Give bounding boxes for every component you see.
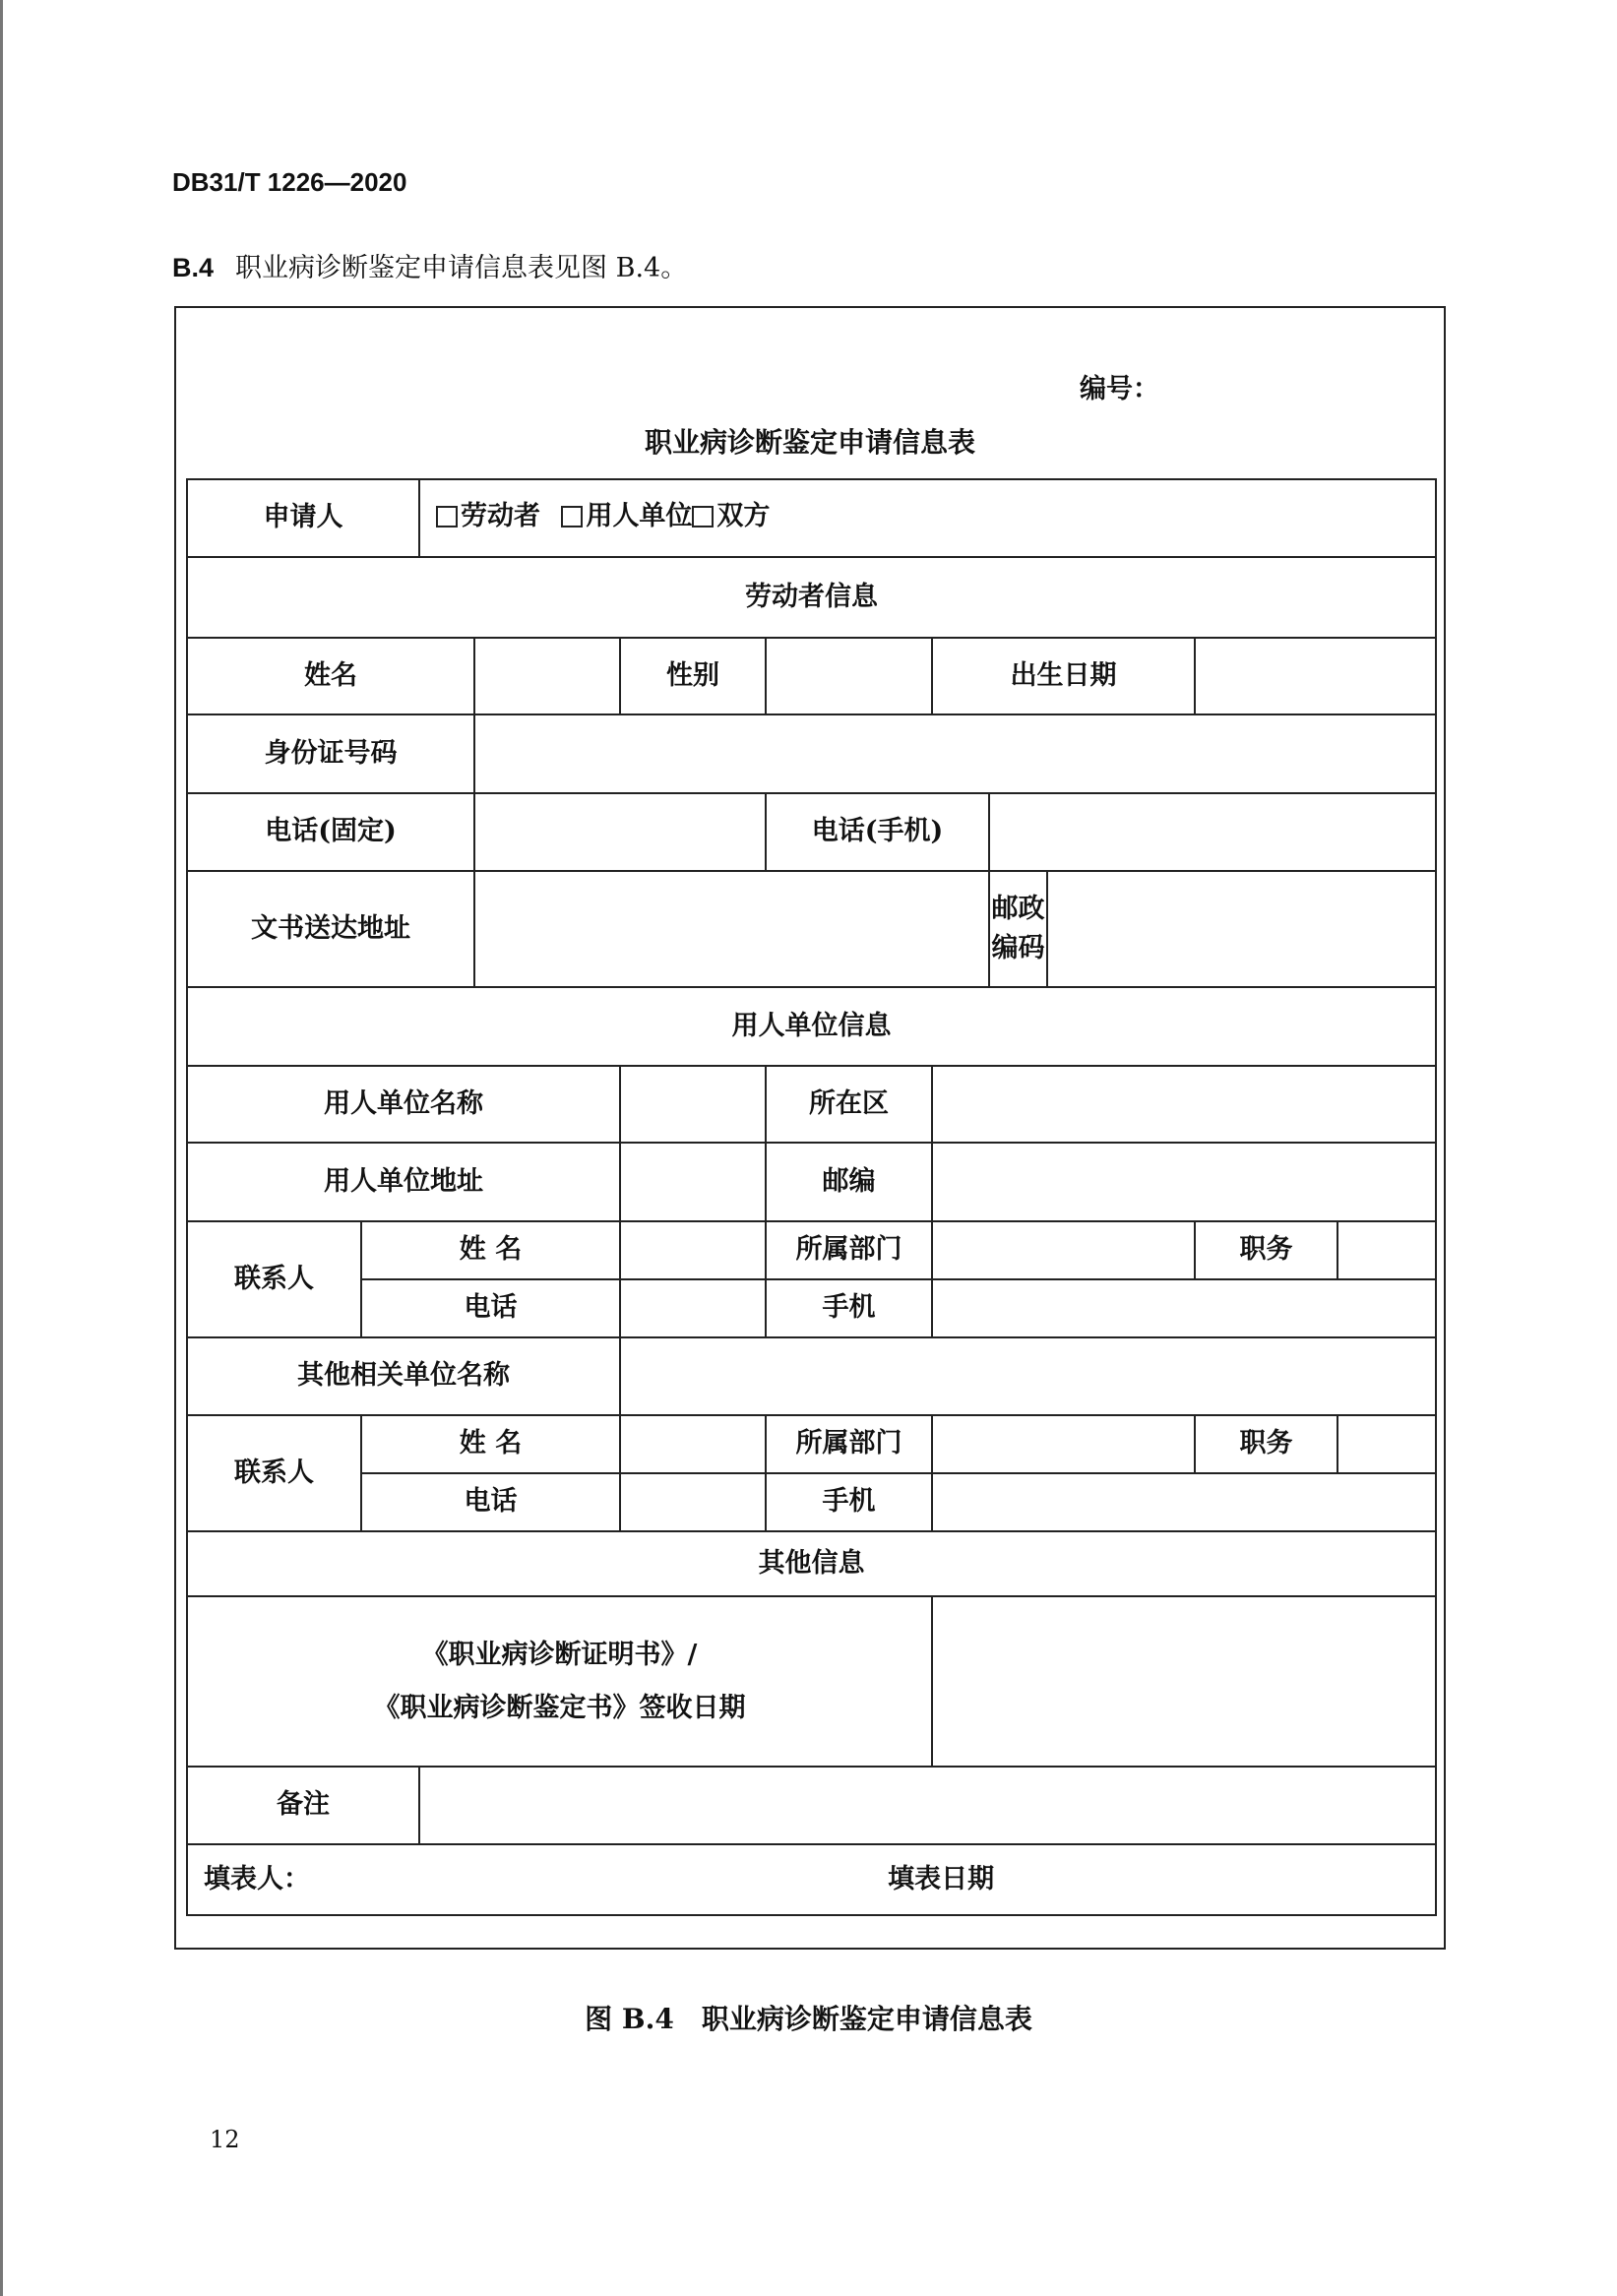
other-contact-phone-label: 电话 [361, 1473, 620, 1531]
page-number: 12 [210, 2126, 240, 2153]
certificate-date-label: 《职业病诊断证明书》/ 《职业病诊断鉴定书》签收日期 [187, 1596, 932, 1767]
phone-fixed-label: 电话(固定) [187, 793, 474, 871]
checkbox-both[interactable] [692, 506, 714, 527]
other-section-header: 其他信息 [187, 1531, 1436, 1596]
other-department-field[interactable] [932, 1415, 1195, 1473]
contact-name-label: 姓 名 [361, 1221, 620, 1279]
department-field[interactable] [932, 1221, 1195, 1279]
section-number: B.4 [172, 253, 215, 282]
other-contact-phone-field[interactable] [620, 1473, 766, 1531]
postal-label: 邮编 [766, 1143, 932, 1221]
footer-row [187, 1844, 1436, 1915]
option-both[interactable]: 双方 [692, 501, 770, 532]
gender-label: 性别 [620, 638, 766, 714]
fill-date-label: 填表日期 [888, 1863, 995, 1894]
certificate-date-field[interactable] [932, 1596, 1436, 1767]
other-contact-mobile-field[interactable] [932, 1473, 1436, 1531]
contact-name-field[interactable] [620, 1221, 766, 1279]
name-label: 姓名 [187, 638, 474, 714]
phone-mobile-label: 电话(手机) [766, 793, 989, 871]
applicant-row [187, 479, 1436, 557]
document-code: DB31/T 1226—2020 [172, 167, 407, 197]
other-position-label: 职务 [1195, 1415, 1337, 1473]
remarks-field[interactable] [419, 1767, 1436, 1844]
applicant-label: 申请人 [187, 479, 419, 557]
postal-code-field[interactable] [1047, 871, 1436, 987]
address-label: 文书送达地址 [187, 871, 474, 987]
filler-label: 填表人： [204, 1863, 310, 1894]
contact-mobile-field[interactable] [932, 1279, 1436, 1337]
checkbox-employer[interactable] [561, 506, 583, 527]
position-field[interactable] [1337, 1221, 1436, 1279]
worker-section-header: 劳动者信息 [187, 557, 1436, 638]
contact-phone-field[interactable] [620, 1279, 766, 1337]
id-number-label: 身份证号码 [187, 714, 474, 793]
option-employer[interactable]: 用人单位 [561, 501, 692, 532]
phone-fixed-field[interactable] [474, 793, 766, 871]
employer-address-label: 用人单位地址 [187, 1143, 620, 1221]
district-label: 所在区 [766, 1066, 932, 1143]
figure-number: 图 B.4 [585, 2003, 674, 2035]
employer-section-header: 用人单位信息 [187, 987, 1436, 1066]
other-contact-label: 联系人 [187, 1415, 361, 1531]
other-position-field[interactable] [1337, 1415, 1436, 1473]
postal-code-label: 邮政 编码 [989, 871, 1047, 987]
id-number-field[interactable] [474, 714, 1436, 793]
section-heading [172, 246, 687, 284]
employer-address-field[interactable] [620, 1143, 766, 1221]
department-label: 所属部门 [766, 1221, 932, 1279]
section-text: 职业病诊断鉴定申请信息表见图 B.4。 [235, 253, 688, 283]
other-contact-name-label: 姓 名 [361, 1415, 620, 1473]
address-field[interactable] [474, 871, 989, 987]
birth-date-label: 出生日期 [932, 638, 1195, 714]
employer-name-field[interactable] [620, 1066, 766, 1143]
other-department-label: 所属部门 [766, 1415, 932, 1473]
remarks-label: 备注 [187, 1767, 419, 1844]
serial-number-label: 编号： [1080, 374, 1159, 404]
other-unit-field[interactable] [620, 1337, 1436, 1415]
phone-mobile-field[interactable] [989, 793, 1436, 871]
position-label: 职务 [1195, 1221, 1337, 1279]
option-worker[interactable]: 劳动者 [436, 501, 540, 532]
postal-field[interactable] [932, 1143, 1436, 1221]
figure-caption [0, 1998, 1617, 2037]
application-form-table [186, 478, 1437, 1916]
other-contact-mobile-label: 手机 [766, 1473, 932, 1531]
figure-title: 职业病诊断鉴定申请信息表 [701, 2003, 1032, 2035]
other-contact-name-field[interactable] [620, 1415, 766, 1473]
name-field[interactable] [474, 638, 620, 714]
worker-name-row [187, 638, 1436, 714]
gender-field[interactable] [766, 638, 932, 714]
scan-edge [0, 0, 3, 2296]
other-unit-label: 其他相关单位名称 [187, 1337, 620, 1415]
form-title: 职业病诊断鉴定申请信息表 [644, 426, 975, 459]
contact-mobile-label: 手机 [766, 1279, 932, 1337]
contact-label: 联系人 [187, 1221, 361, 1337]
birth-date-field[interactable] [1195, 638, 1436, 714]
employer-name-label: 用人单位名称 [187, 1066, 620, 1143]
district-field[interactable] [932, 1066, 1436, 1143]
checkbox-worker[interactable] [436, 506, 458, 527]
applicant-options [419, 479, 1436, 557]
contact-phone-label: 电话 [361, 1279, 620, 1337]
